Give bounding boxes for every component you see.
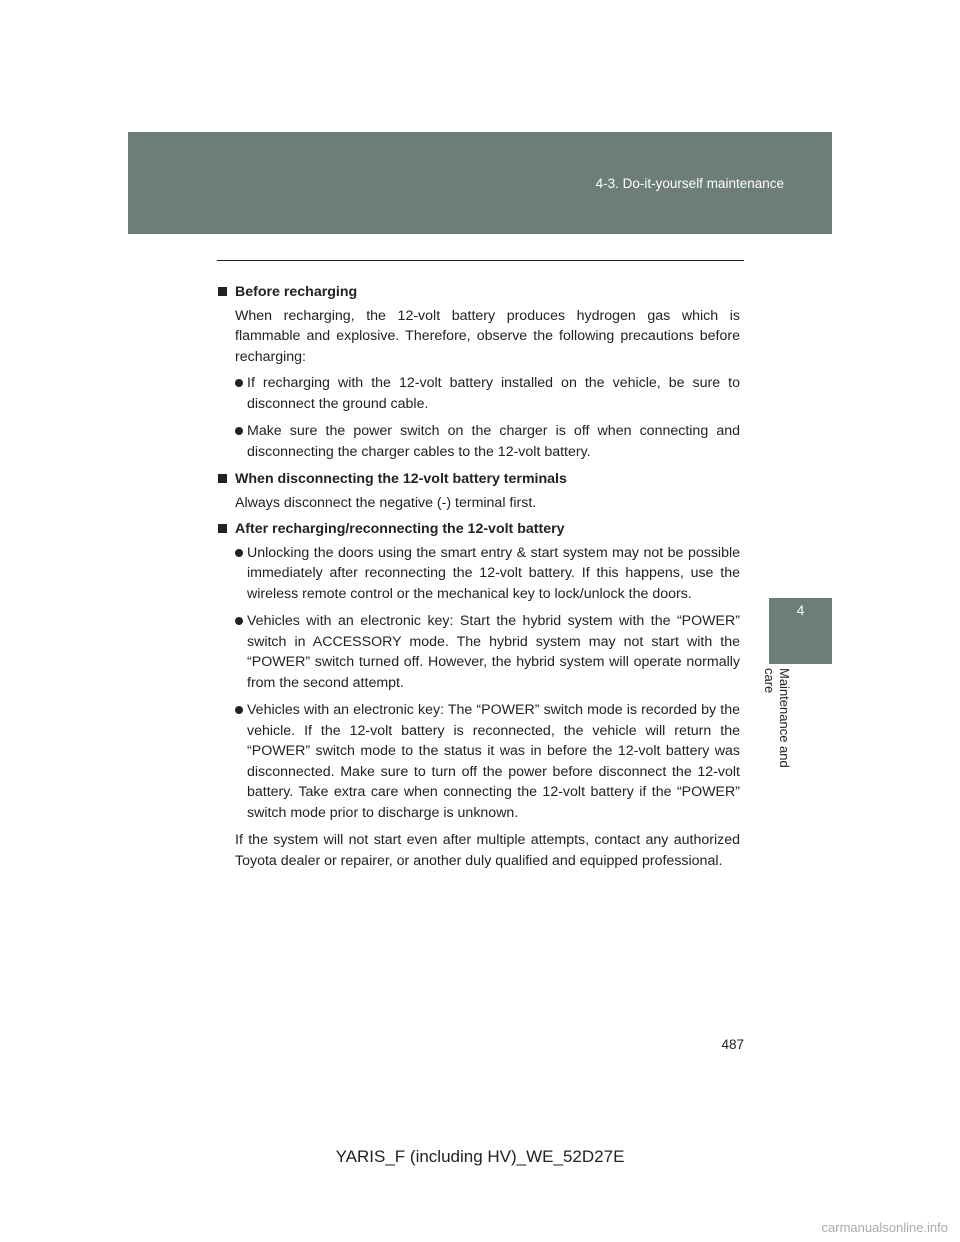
footer-doc-id: YARIS_F (including HV)_WE_52D27E: [335, 1147, 625, 1166]
section-title: 4-3. Do-it-yourself maintenance: [595, 176, 784, 191]
divider-rule: [217, 260, 744, 261]
section-before-recharging: [218, 282, 740, 462]
list-item: Vehicles with an electronic key: Start the hybrid system with the “POWER” switch in ACCESSORY mode. The hybrid system may not start with the “POWER” switch turned off. However, the hybrid system will operate normally from the second attempt.: [235, 611, 740, 693]
heading-before-recharging: Before recharging: [218, 282, 740, 303]
section-disconnecting: [218, 469, 740, 513]
bullet-dot-icon: [235, 706, 243, 714]
chapter-label: Maintenance and care: [762, 668, 792, 768]
chapter-number: 4: [796, 602, 805, 618]
bullet-dot-icon: [235, 549, 243, 557]
heading-disconnecting: When disconnecting the 12-volt battery terminals: [218, 469, 740, 490]
header-band: [128, 132, 832, 234]
heading-after-recharging: After recharging/reconnecting the 12-volt battery: [218, 519, 740, 540]
paragraph: When recharging, the 12-volt battery produces hydrogen gas which is flammable and explosive. Therefore, observe the following precautions before recharging:: [235, 307, 740, 365]
bullet-dot-icon: [235, 379, 243, 387]
watermark: carmanualsonline.info: [821, 1220, 948, 1235]
square-bullet-icon: [218, 474, 227, 483]
bullet-dot-icon: [235, 427, 243, 435]
content-body: [218, 282, 740, 877]
list-item: If recharging with the 12-volt battery installed on the vehicle, be sure to disconnect the ground cable.: [235, 373, 740, 414]
list-item: Make sure the power switch on the charger is off when connecting and disconnecting the charger cables to the 12-volt battery.: [235, 421, 740, 462]
square-bullet-icon: [218, 524, 227, 533]
list-item: Unlocking the doors using the smart entry & start system may not be possible immediately after reconnecting the 12-volt battery. If this happens, use the wireless remote control or the mechanical key to lock/unlock the doors.: [235, 543, 740, 605]
list-item: Vehicles with an electronic key: The “POWER” switch mode is recorded by the vehicle. If the 12-volt battery is reconnected, the vehicle will return the “POWER” switch mode to the status it was in before the 12-volt battery was disconnected. Make sure to turn off the power before disconnect the 12-volt battery. Take extra care when connecting the 12-volt battery if the “POWER” switch mode prior to discharge is unknown.: [235, 700, 740, 823]
paragraph: If the system will not start even after multiple attempts, contact any authorized Toyota dealer or repairer, or another duly qualified and equipped professional.: [235, 832, 740, 869]
paragraph: Always disconnect the negative (-) terminal first.: [235, 494, 537, 511]
bullet-dot-icon: [235, 617, 243, 625]
square-bullet-icon: [218, 287, 227, 296]
page-number: 487: [721, 1037, 744, 1052]
chapter-tab: [769, 598, 832, 664]
section-after-recharging: [218, 519, 740, 871]
